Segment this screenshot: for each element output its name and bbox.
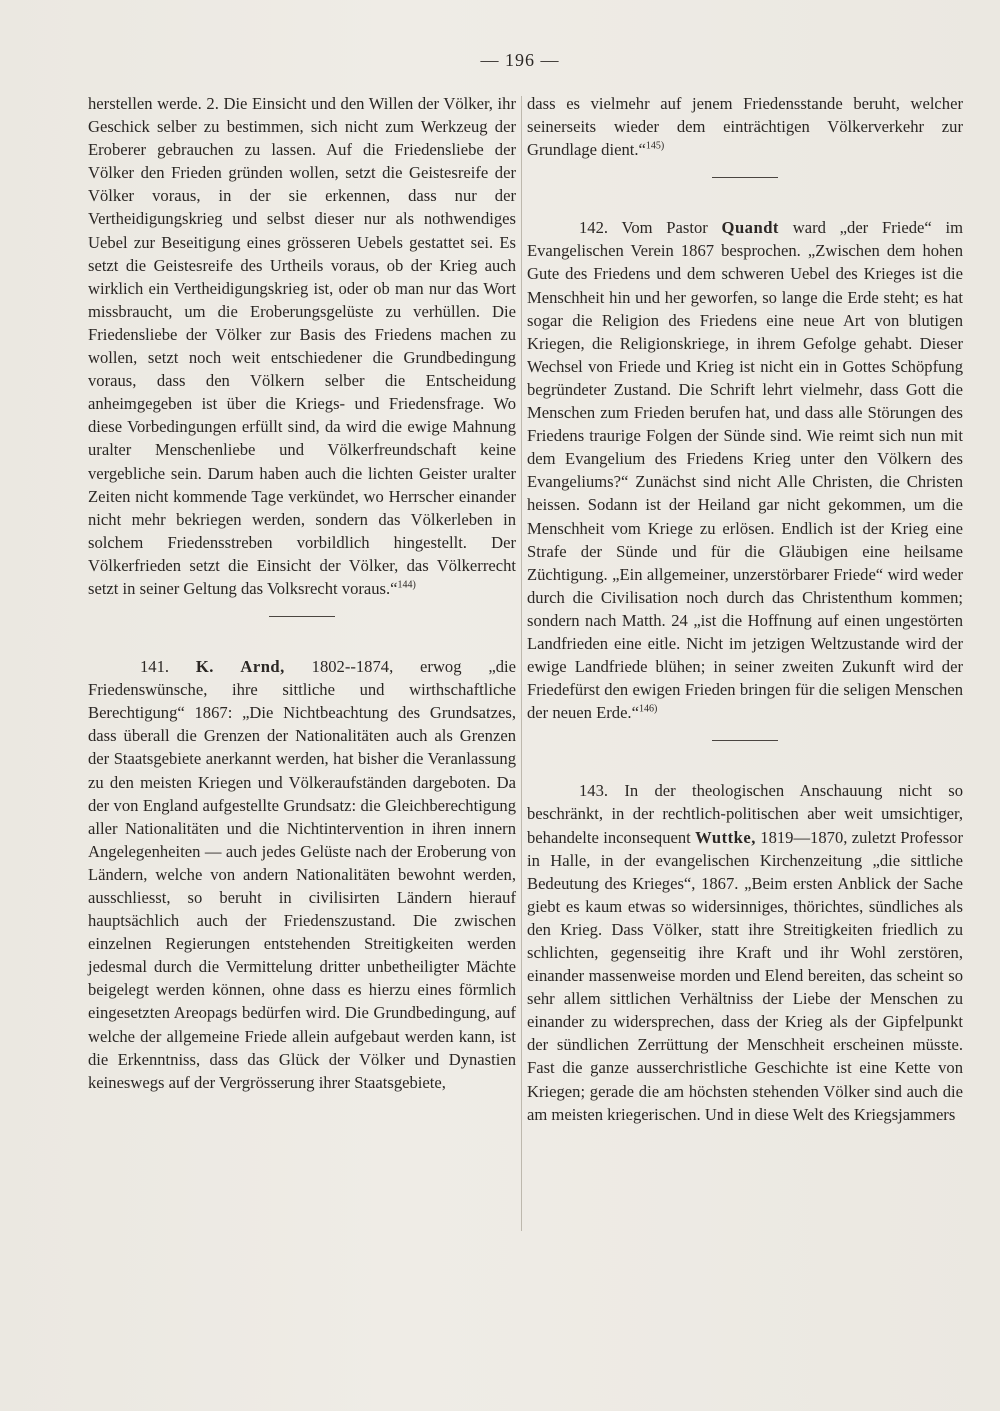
paragraph-text: herstellen werde. 2. Die Einsicht und den Willen der Völker, ihr Geschick selber zu bestimmen, sich nicht zum Werkzeug der Eroberer gebrauchen zu lassen. Auf die Friedensliebe der Völker den Frieden gründen wollen, setzt die Geistesreife der Völker voraus, in der sie erkennen, dass nur der Vertheidigungskrieg und selbst dieser nur als nothwendiges Uebel zur Beseitigung eines grösseren Uebels gestattet sei. Es setzt die Geistesreife des Urtheils voraus, ob der Krieg auch wirklich ein Vertheidigungskrieg ist, oder ob man nur das Wort missbraucht, um die Eroberungsgelüste zu verhüllen. Die Friedensliebe der Völker zur Basis des Friedens machen zu wollen, setzt noch weit entschiedener die Grundbedingung voraus, dass den Völkern selber die Entscheidung anheimgegeben ist über die Kriegs- und Friedensfrage. Wo diese Vorbedingungen erfüllt sind, da wird die ewige Mahnung uralter Menschenliebe und Völkerfreundschaft keine vergebliche sein. Darum haben auch die lichten Geister uralter Zeiten nicht kommende Tage verkündet, wo Herrscher einander nicht mehr bekriegen werden, sondern das Völkerleben in solchem Friedensstreben vorbildlich hingestellt. Der Völkerfrieden setzt die Einsicht der Völker, das Völkerrecht setzt in seiner Geltung das Volksrecht voraus.“ bbox=[88, 94, 516, 598]
paragraph-text: ward „der Friede“ im Evangelischen Verein 1867 besprochen. „Zwischen dem hohen Gute des Friedens und dem schweren Uebel des Krieges ist die Menschheit hin und her geworfen, so lange die Erde steht; es hat sogar die Religion des Friedens eine neue Art von blutigen Kriegen, die Religionskriege, in ihrem Gefolge gehabt. Dieser Wechsel von Friede und Krieg ist nicht ein in Gottes Schöpfung begründeter Zustand. Die Schrift lehrt vielmehr, dass Gott die Menschen zum Frieden berufen hat, und dass alle Störungen des Friedens traurige Folgen der Sünde sind. Wie reimt sich nun mit dem Evangelium des Friedens Krieg unter den Völkern des Evangeliums?“ Zunächst sind nicht Alle Christen, die Christen heissen. Sodann ist der Heiland gar nicht gekommen, um die Menschheit vom Kriege zu erlösen. Endlich ist der Krieg eine Strafe der Sünde und für die Gläubigen eine heilsame Züchtigung. „Ein allgemeiner, unzerstörbarer Friede“ wird weder durch die Civilisation noch durch das Christenthum kommen; sondern nach Matth. 24 „ist die Hoffnung auf einen ungestörten Landfrieden eine eitle. Nicht im jetzigen Weltzustande wird der ewige Landfriede blühen; in seiner zweiten Zukunft wird der Friedefürst den ewigen Frieden bringen für die seligen Menschen der neuen Erde.“ bbox=[527, 218, 963, 723]
section-divider bbox=[712, 177, 778, 178]
paragraph-143 bbox=[527, 779, 963, 1125]
section-divider bbox=[269, 616, 335, 617]
paragraph-continued bbox=[527, 92, 963, 161]
footnote-ref: 144) bbox=[397, 579, 416, 591]
page-number: — 196 — bbox=[480, 50, 560, 70]
section-number: 141. bbox=[140, 657, 196, 677]
footnote-ref: 146) bbox=[638, 703, 658, 715]
section-number: 143. In der theologischen Anschauung nicht so beschränkt, in der rechtlich-politischen aber weit umsichtiger, behandelte inconsequent bbox=[527, 781, 963, 847]
paragraph-142 bbox=[527, 216, 963, 724]
footnote-ref: 145) bbox=[645, 140, 665, 152]
paragraph-text: dass es vielmehr auf jenem Friedensstande beruht, welcher seinerseits wieder dem einträchtigen Völkerverkehr zur Grundlage dient.“ bbox=[527, 94, 963, 160]
author-name: K. Arnd, bbox=[195, 657, 285, 677]
right-column bbox=[527, 92, 963, 1126]
column-rule bbox=[521, 96, 522, 1231]
author-name: Wuttke, bbox=[695, 827, 756, 847]
paragraph-text: 1819—1870, zuletzt Professor in Halle, in der evangelischen Kirchenzeitung „die sittliche Bedeutung des Krieges“, 1867. „Beim ersten Anblick der Sache giebt es kaum etwas so widersinniges, thörichtes, sündliches als den Krieg. Dass Völker, statt ihre Streitigkeiten friedlich zu schlichten, gegenseitig ihre Kraft und ihr Wohl zerstören, einander massenweise morden und Elend bereiten, das scheint so sehr allem sittlichen Verhältniss der Liebe der Menschen zu einander zu widersprechen, dass der Krieg als der Gipfelpunkt der sündlichen Zerrüttung der Menschheit erscheinen müsste. Fast die ganze ausserchristliche Geschichte ist eine Kette von Kriegen; gerade die am höchsten stehenden Völker sind auch die am meisten kriegerischen. Und in diese Welt des Kriegsjammers bbox=[527, 827, 963, 1124]
paragraph-continued bbox=[88, 92, 516, 600]
left-column bbox=[88, 92, 516, 1094]
section-number: 142. Vom Pastor bbox=[579, 218, 722, 238]
paragraph-text: 1802--1874, erwog „die Friedenswünsche, ihre sittliche und wirthschaftliche Berechtigung“ 1867: „Die Nichtbeachtung des Grundsatzes, dass überall die Grenzen der Nationalitäten auch als Grenzen der Staatsgebiete anerkannt werden, hat bisher die Veranlassung zu den meisten Kriegen und Völkeraufständen dargeboten. Da der von England aufgestellte Grundsatz: die Gleichberechtigung aller Nationalitäten und die Nichtintervention in ihren innern Angelegenheiten — auch jedes Gelüste nach der Eroberung von Ländern, welche von andern Nationalitäten bewohnt werden, ausschliesst, so beruht in civilisirten Ländern hierauf hauptsächlich auch der Friedenszustand. Die zwischen einzelnen Regierungen entstehenden Streitigkeiten werden jedesmal durch die Vermittelung dritter unbetheiligter Mächte beigelegt werden können, ohne dass es hierzu eines förmlich eingesetzten Areopags bedürfen wird. Die Grundbedingung, auf welche der allgemeine Friede allein aufgebaut werden kann, ist die Erkenntniss, dass das Glück der Völker und Dynastien keineswegs auf der Vergrösserung ihrer Staatsgebiete, bbox=[88, 657, 516, 1092]
paragraph-141 bbox=[88, 655, 516, 1094]
author-name: Quandt bbox=[721, 218, 779, 238]
section-divider bbox=[712, 740, 778, 741]
